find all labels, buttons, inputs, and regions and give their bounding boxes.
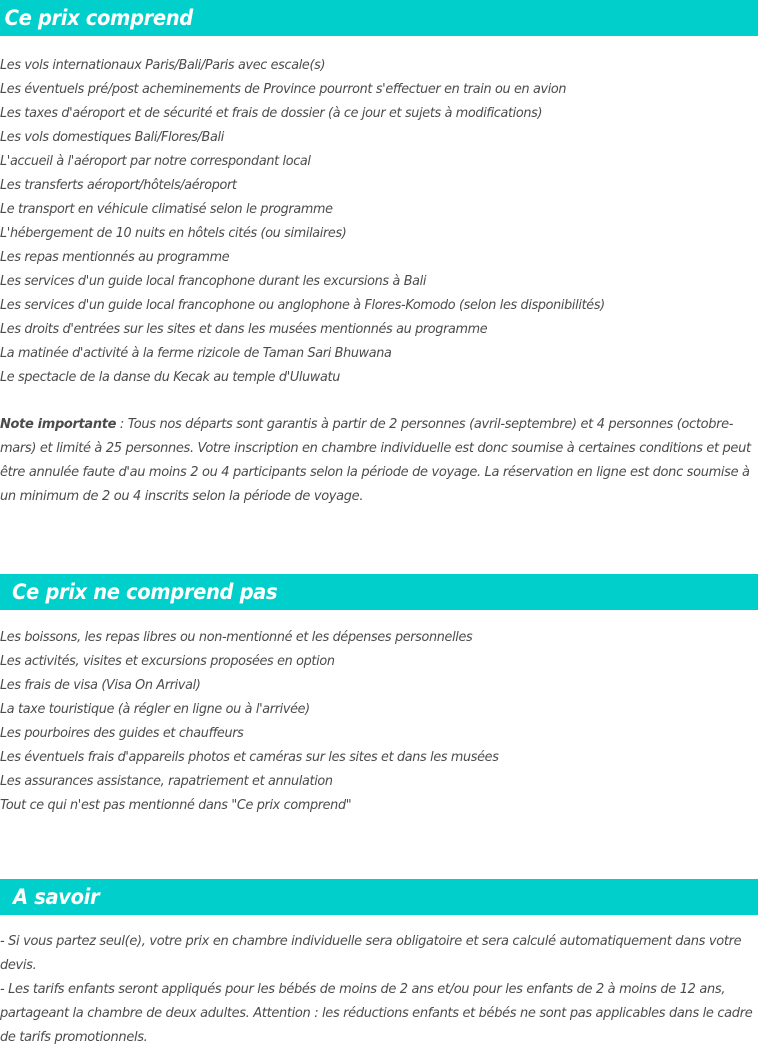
section-title-excluded: Ce prix ne comprend pas [12, 580, 278, 604]
spacer [0, 508, 758, 574]
list-item: Les pourboires des guides et chauffeurs [0, 725, 244, 741]
list-item: Les éventuels pré/post acheminements de Province pourront s'effectuer en train ou en avion [0, 81, 567, 97]
good-to-know-paragraph: - Si vous partez seul(e), votre prix en chambre individuelle sera obligatoire et sera calculé automatiquement dans votre devis. [0, 933, 742, 973]
important-note-text: : Tous nos départs sont garantis à partir de 2 personnes (avril-septembre) et 4 personnes (octobre-mars) et limité à 25 personnes. Votre inscription en chambre individuelle est donc soumise à certaines conditions et peut être annulée faute d'au moins 2 ou 4 participants selon la période de voyage. La réservation en ligne est donc soumise à un minimum de 2 ou 4 inscrits selon la période de voyage. [0, 416, 751, 504]
section-header-good-to-know [0, 879, 758, 915]
section-header-included [0, 0, 758, 36]
spacer [0, 915, 758, 929]
list-item: Les vols domestiques Bali/Flores/Bali [0, 129, 224, 145]
spacer [0, 36, 758, 53]
list-item: Les activités, visites et excursions proposées en option [0, 653, 335, 669]
list-item: Les boissons, les repas libres ou non-mentionné et les dépenses personnelles [0, 629, 473, 645]
important-note [0, 412, 758, 508]
list-item: Les taxes d'aéroport et de sécurité et frais de dossier (à ce jour et sujets à modifications) [0, 105, 543, 121]
list-item: Les droits d'entrées sur les sites et dans les musées mentionnés au programme [0, 321, 488, 337]
list-item: Le spectacle de la danse du Kecak au temple d'Uluwatu [0, 369, 340, 385]
list-item: La matinée d'activité à la ferme rizicole de Taman Sari Bhuwana [0, 345, 392, 361]
list-item: Les frais de visa (Visa On Arrival) [0, 677, 201, 693]
section-header-excluded [0, 574, 758, 610]
list-item: Les services d'un guide local francophone ou anglophone à Flores-Komodo (selon les disponibilités) [0, 297, 605, 313]
list-item: L'hébergement de 10 nuits en hôtels cités (ou similaires) [0, 225, 347, 241]
list-item: Les transferts aéroport/hôtels/aéroport [0, 177, 237, 193]
good-to-know-paragraph: - Les tarifs enfants seront appliqués pour les bébés de moins de 2 ans et/ou pour les enfants de 2 à moins de 12 ans, partageant la chambre de deux adultes. Attention : les réductions enfants et bébés ne sont pas applicables dans le cadre de tarifs promotionnels. [0, 981, 753, 1045]
list-item: Tout ce qui n'est pas mentionné dans "Ce prix comprend" [0, 797, 352, 813]
list-item: Les assurances assistance, rapatriement et annulation [0, 773, 333, 789]
excluded-list [0, 625, 758, 817]
section-title-included: Ce prix comprend [4, 6, 193, 30]
list-item: L'accueil à l'aéroport par notre correspondant local [0, 153, 311, 169]
list-item: Les services d'un guide local francophone durant les excursions à Bali [0, 273, 427, 289]
list-item: La taxe touristique (à régler en ligne ou à l'arrivée) [0, 701, 310, 717]
list-item: Le transport en véhicule climatisé selon le programme [0, 201, 333, 217]
list-item: Les éventuels frais d'appareils photos et caméras sur les sites et dans les musées [0, 749, 499, 765]
spacer [0, 817, 758, 879]
spacer [0, 389, 758, 412]
section-title-good-to-know: A savoir [13, 885, 100, 909]
spacer [0, 610, 758, 625]
list-item: Les vols internationaux Paris/Bali/Paris avec escale(s) [0, 57, 326, 73]
list-item: Les repas mentionnés au programme [0, 249, 230, 265]
important-note-label: Note importante [0, 416, 117, 432]
included-list [0, 53, 758, 389]
